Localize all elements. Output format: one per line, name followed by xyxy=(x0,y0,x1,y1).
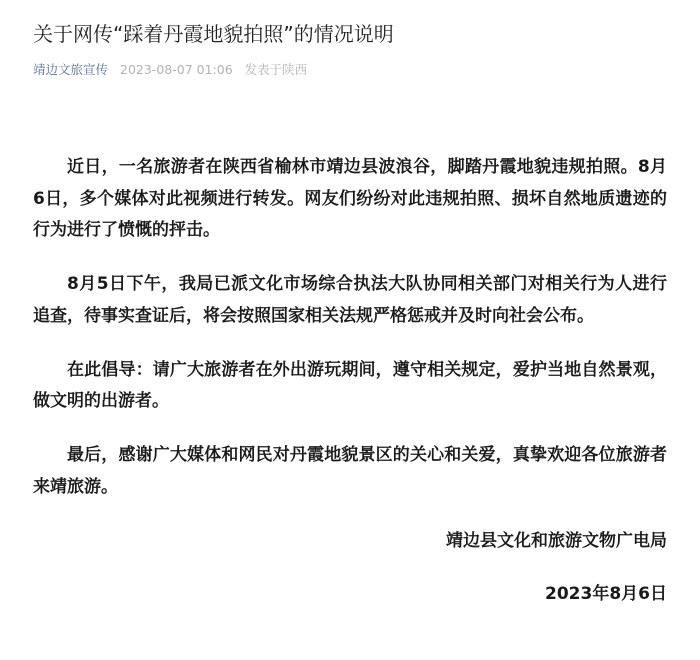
author-account-link[interactable]: 靖边文旅宣传 xyxy=(33,62,109,77)
article-signature: 靖边县文化和旅游文物广电局 xyxy=(446,530,667,551)
article-paragraph: 在此倡导：请广大旅游者在外出游玩期间，遵守相关规定，爱护当地自然景观，做文明的出游者。 xyxy=(33,359,667,411)
article-paragraph: 8月5日下午，我局已派文化市场综合执法大队协同相关部门对相关行为人进行追查，待事实查证后，将会按照国家相关法规严格惩戒并及时向社会公布。 xyxy=(33,274,667,326)
article-paragraph: 近日，一名旅游者在陕西省榆林市靖边县波浪谷，脚踏丹霞地貌违规拍照。8月6日，多个媒体对此视频进行转发。网友们纷纷对此违规拍照、损坏自然地质遗迹的行为进行了愤慨的抨击。 xyxy=(33,157,667,240)
article-body xyxy=(33,152,667,611)
article-paragraph: 最后，感谢广大媒体和网民对丹霞地貌景区的关心和关爱，真挚欢迎各位旅游者来靖旅游。 xyxy=(33,445,667,497)
publish-time: 2023-08-07 01:06 xyxy=(120,62,233,77)
article-meta xyxy=(33,60,307,80)
article-date: 2023年8月6日 xyxy=(545,584,667,604)
publish-location: 发表于陕西 xyxy=(244,62,308,77)
article-title: 关于网传“踩着丹霞地貌拍照”的情况说明 xyxy=(33,22,394,46)
